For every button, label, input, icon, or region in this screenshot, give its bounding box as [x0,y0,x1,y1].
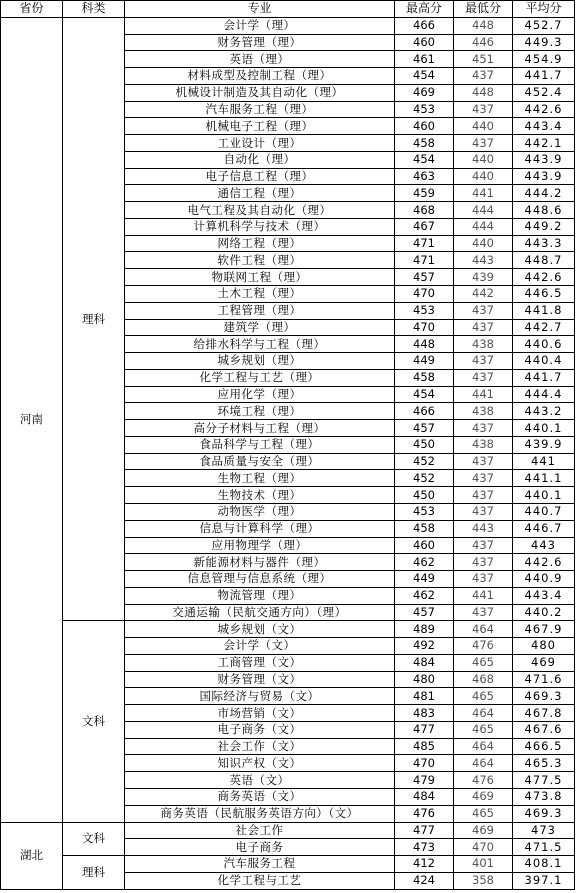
avg-score-cell: 441.8 [513,302,575,319]
avg-score-cell: 442.6 [513,554,575,571]
major-cell: 工程管理（理） [125,302,395,319]
major-cell: 土木工程（理） [125,286,395,303]
max-score-cell: 424 [395,872,454,889]
category-cell: 文科 [63,822,125,856]
major-cell: 化学工程与工艺 [125,872,395,889]
min-score-cell: 437 [454,101,513,118]
max-score-cell: 457 [395,269,454,286]
major-cell: 城乡规划（文） [125,621,395,638]
min-score-cell: 441 [454,386,513,403]
max-score-cell: 462 [395,587,454,604]
category-cell: 理科 [63,17,125,621]
header-major: 专业 [125,1,395,18]
min-score-cell: 470 [454,839,513,856]
avg-score-cell: 444.2 [513,185,575,202]
avg-score-cell: 443.9 [513,168,575,185]
major-cell: 机械电子工程（理） [125,118,395,135]
major-cell: 应用物理学（理） [125,537,395,554]
major-cell: 高分子材料与工程（理） [125,420,395,437]
min-score-cell: 464 [454,738,513,755]
major-cell: 软件工程（理） [125,252,395,269]
avg-score-cell: 443.4 [513,118,575,135]
category-cell: 理科 [63,856,125,890]
major-cell: 国际经济与贸易（文） [125,688,395,705]
score-table-body [1,17,575,889]
min-score-cell: 437 [454,420,513,437]
min-score-cell: 437 [454,68,513,85]
max-score-cell: 461 [395,51,454,68]
min-score-cell: 464 [454,705,513,722]
max-score-cell: 489 [395,621,454,638]
max-score-cell: 458 [395,369,454,386]
avg-score-cell: 440.2 [513,604,575,621]
min-score-cell: 437 [454,604,513,621]
min-score-cell: 438 [454,336,513,353]
avg-score-cell: 442.6 [513,101,575,118]
max-score-cell: 457 [395,420,454,437]
min-score-cell: 448 [454,17,513,34]
min-score-cell: 451 [454,51,513,68]
major-cell: 计算机科学与技术（理） [125,218,395,235]
major-cell: 社会工作 [125,822,395,839]
max-score-cell: 452 [395,470,454,487]
avg-score-cell: 449.3 [513,34,575,51]
max-score-cell: 476 [395,805,454,822]
min-score-cell: 438 [454,403,513,420]
major-cell: 工商管理（文） [125,654,395,671]
max-score-cell: 458 [395,135,454,152]
major-cell: 电子信息工程（理） [125,168,395,185]
min-score-cell: 440 [454,235,513,252]
min-score-cell: 440 [454,168,513,185]
max-score-cell: 466 [395,17,454,34]
avg-score-cell: 441.7 [513,369,575,386]
avg-score-cell: 469.3 [513,688,575,705]
avg-score-cell: 443.4 [513,587,575,604]
min-score-cell: 448 [454,84,513,101]
avg-score-cell: 443 [513,537,575,554]
min-score-cell: 401 [454,856,513,873]
avg-score-cell: 469 [513,654,575,671]
major-cell: 交通运输（民航交通方向）（理） [125,604,395,621]
min-score-cell: 439 [454,269,513,286]
category-cell: 文科 [63,621,125,822]
min-score-cell: 476 [454,638,513,655]
max-score-cell: 477 [395,721,454,738]
max-score-cell: 452 [395,453,454,470]
major-cell: 会计学（文） [125,638,395,655]
header-row [1,1,575,18]
table-row [1,856,575,873]
min-score-cell: 441 [454,185,513,202]
min-score-cell: 437 [454,353,513,370]
avg-score-cell: 448.6 [513,202,575,219]
avg-score-cell: 443.2 [513,403,575,420]
avg-score-cell: 441.7 [513,68,575,85]
major-cell: 汽车服务工程 [125,856,395,873]
major-cell: 生物技术（理） [125,487,395,504]
max-score-cell: 454 [395,386,454,403]
min-score-cell: 440 [454,118,513,135]
max-score-cell: 458 [395,520,454,537]
max-score-cell: 469 [395,84,454,101]
major-cell: 化学工程与工艺（理） [125,369,395,386]
major-cell: 城乡规划（理） [125,353,395,370]
max-score-cell: 484 [395,788,454,805]
min-score-cell: 437 [454,369,513,386]
max-score-cell: 467 [395,218,454,235]
major-cell: 会计学（理） [125,17,395,34]
avg-score-cell: 442.1 [513,135,575,152]
max-score-cell: 454 [395,68,454,85]
min-score-cell: 446 [454,34,513,51]
major-cell: 给排水科学与工程（理） [125,336,395,353]
min-score-cell: 468 [454,671,513,688]
header-min-score: 最低分 [454,1,513,18]
min-score-cell: 442 [454,286,513,303]
major-cell: 社会工作（文） [125,738,395,755]
min-score-cell: 465 [454,688,513,705]
major-cell: 电气工程及其自动化（理） [125,202,395,219]
avg-score-cell: 440.9 [513,571,575,588]
table-row [1,621,575,638]
max-score-cell: 470 [395,286,454,303]
major-cell: 生物工程（理） [125,470,395,487]
major-cell: 工业设计（理） [125,135,395,152]
min-score-cell: 469 [454,788,513,805]
max-score-cell: 484 [395,654,454,671]
max-score-cell: 453 [395,302,454,319]
max-score-cell: 449 [395,353,454,370]
avg-score-cell: 440.7 [513,503,575,520]
max-score-cell: 449 [395,571,454,588]
max-score-cell: 412 [395,856,454,873]
avg-score-cell: 408.1 [513,856,575,873]
min-score-cell: 444 [454,218,513,235]
min-score-cell: 437 [454,554,513,571]
min-score-cell: 441 [454,587,513,604]
max-score-cell: 450 [395,436,454,453]
min-score-cell: 443 [454,520,513,537]
avg-score-cell: 473 [513,822,575,839]
avg-score-cell: 469.3 [513,805,575,822]
avg-score-cell: 480 [513,638,575,655]
min-score-cell: 464 [454,755,513,772]
min-score-cell: 437 [454,537,513,554]
avg-score-cell: 448.7 [513,252,575,269]
province-cell: 河南 [1,17,63,822]
min-score-cell: 437 [454,302,513,319]
max-score-cell: 471 [395,235,454,252]
min-score-cell: 437 [454,487,513,504]
max-score-cell: 463 [395,168,454,185]
min-score-cell: 444 [454,202,513,219]
major-cell: 网络工程（理） [125,235,395,252]
header-province: 省份 [1,1,63,18]
min-score-cell: 440 [454,151,513,168]
major-cell: 财务管理（理） [125,34,395,51]
max-score-cell: 485 [395,738,454,755]
major-cell: 市场营销（文） [125,705,395,722]
max-score-cell: 453 [395,101,454,118]
major-cell: 英语（文） [125,772,395,789]
major-cell: 自动化（理） [125,151,395,168]
avg-score-cell: 440.1 [513,420,575,437]
avg-score-cell: 443.9 [513,151,575,168]
max-score-cell: 462 [395,554,454,571]
min-score-cell: 437 [454,135,513,152]
max-score-cell: 477 [395,822,454,839]
max-score-cell: 460 [395,118,454,135]
avg-score-cell: 467.9 [513,621,575,638]
province-cell: 湖北 [1,822,63,889]
avg-score-cell: 467.8 [513,705,575,722]
header-max-score: 最高分 [395,1,454,18]
major-cell: 食品科学与工程（理） [125,436,395,453]
max-score-cell: 480 [395,671,454,688]
max-score-cell: 459 [395,185,454,202]
avg-score-cell: 441 [513,453,575,470]
max-score-cell: 468 [395,202,454,219]
max-score-cell: 470 [395,319,454,336]
max-score-cell: 460 [395,34,454,51]
header-category: 科类 [63,1,125,18]
avg-score-cell: 477.5 [513,772,575,789]
avg-score-cell: 449.2 [513,218,575,235]
major-cell: 新能源材料与器件（理） [125,554,395,571]
min-score-cell: 358 [454,872,513,889]
major-cell: 食品质量与安全（理） [125,453,395,470]
major-cell: 信息管理与信息系统（理） [125,571,395,588]
major-cell: 环境工程（理） [125,403,395,420]
avg-score-cell: 444.4 [513,386,575,403]
major-cell: 建筑学（理） [125,319,395,336]
major-cell: 信息与计算科学（理） [125,520,395,537]
max-score-cell: 466 [395,403,454,420]
avg-score-cell: 465.3 [513,755,575,772]
max-score-cell: 481 [395,688,454,705]
avg-score-cell: 441.1 [513,470,575,487]
major-cell: 汽车服务工程（理） [125,101,395,118]
min-score-cell: 469 [454,822,513,839]
min-score-cell: 437 [454,319,513,336]
max-score-cell: 460 [395,537,454,554]
avg-score-cell: 471.6 [513,671,575,688]
max-score-cell: 450 [395,487,454,504]
max-score-cell: 453 [395,503,454,520]
avg-score-cell: 446.5 [513,286,575,303]
avg-score-cell: 446.7 [513,520,575,537]
major-cell: 电子商务（文） [125,721,395,738]
major-cell: 材料成型及控制工程（理） [125,68,395,85]
table-row [1,17,575,34]
avg-score-cell: 473.8 [513,788,575,805]
avg-score-cell: 466.5 [513,738,575,755]
avg-score-cell: 452.7 [513,17,575,34]
max-score-cell: 471 [395,252,454,269]
max-score-cell: 492 [395,638,454,655]
avg-score-cell: 442.6 [513,269,575,286]
min-score-cell: 437 [454,571,513,588]
major-cell: 知识产权（文） [125,755,395,772]
min-score-cell: 437 [454,453,513,470]
major-cell: 机械设计制造及其自动化（理） [125,84,395,101]
major-cell: 英语（理） [125,51,395,68]
max-score-cell: 479 [395,772,454,789]
avg-score-cell: 440.1 [513,487,575,504]
avg-score-cell: 440.4 [513,353,575,370]
avg-score-cell: 443.3 [513,235,575,252]
avg-score-cell: 397.1 [513,872,575,889]
min-score-cell: 443 [454,252,513,269]
min-score-cell: 438 [454,436,513,453]
avg-score-cell: 442.7 [513,319,575,336]
min-score-cell: 465 [454,721,513,738]
min-score-cell: 437 [454,470,513,487]
max-score-cell: 448 [395,336,454,353]
major-cell: 电子商务 [125,839,395,856]
max-score-cell: 483 [395,705,454,722]
avg-score-cell: 440.6 [513,336,575,353]
major-cell: 财务管理（文） [125,671,395,688]
major-cell: 应用化学（理） [125,386,395,403]
major-cell: 商务英语（民航服务英语方向）（文） [125,805,395,822]
min-score-cell: 464 [454,621,513,638]
max-score-cell: 454 [395,151,454,168]
major-cell: 通信工程（理） [125,185,395,202]
table-row [1,822,575,839]
avg-score-cell: 467.6 [513,721,575,738]
max-score-cell: 457 [395,604,454,621]
min-score-cell: 465 [454,805,513,822]
max-score-cell: 473 [395,839,454,856]
major-cell: 动物医学（理） [125,503,395,520]
min-score-cell: 437 [454,503,513,520]
max-score-cell: 470 [395,755,454,772]
header-avg-score: 平均分 [513,1,575,18]
avg-score-cell: 454.9 [513,51,575,68]
major-cell: 物流管理（理） [125,587,395,604]
avg-score-cell: 439.9 [513,436,575,453]
major-cell: 物联网工程（理） [125,269,395,286]
avg-score-cell: 471.5 [513,839,575,856]
avg-score-cell: 452.4 [513,84,575,101]
min-score-cell: 465 [454,654,513,671]
major-cell: 商务英语（文） [125,788,395,805]
min-score-cell: 476 [454,772,513,789]
